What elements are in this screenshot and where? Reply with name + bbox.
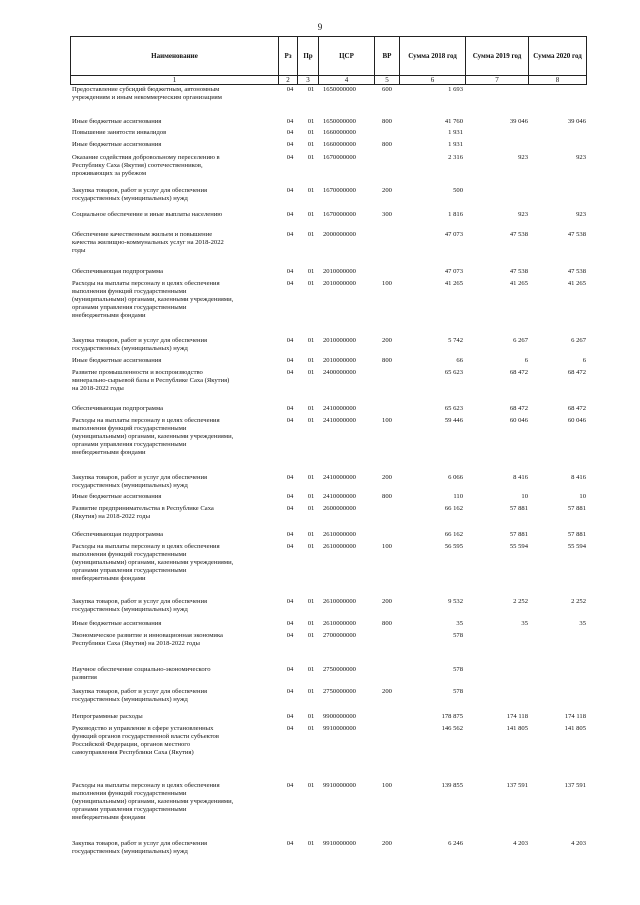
row-sum-2019: 57 881 <box>509 531 528 538</box>
page-number: 9 <box>317 22 323 32</box>
row-sum-2018: 578 <box>453 666 463 673</box>
row-sum-2019: 6 <box>524 357 528 364</box>
col-sum2020-header: Сумма 2020 год <box>529 37 587 76</box>
row-pr: 01 <box>307 505 315 512</box>
row-pr: 01 <box>307 782 315 789</box>
row-rz: 04 <box>286 405 294 412</box>
row-sum-2018: 41 265 <box>444 280 463 287</box>
row-rz: 04 <box>286 187 294 194</box>
row-vr: 100 <box>382 543 392 550</box>
row-pr: 01 <box>307 840 315 847</box>
row-rz: 04 <box>286 337 294 344</box>
row-sum-2019: 923 <box>518 211 528 218</box>
row-rz: 04 <box>286 86 294 93</box>
row-name: Социальное обеспечение и иные выплаты населению <box>72 211 223 218</box>
row-sum-2019: 174 118 <box>506 713 528 720</box>
row-sum-2018: 56 595 <box>444 543 463 550</box>
row-rz: 04 <box>286 268 294 275</box>
row-name: Иные бюджетные ассигнования <box>72 357 162 364</box>
row-vr: 300 <box>382 211 392 218</box>
row-rz: 04 <box>286 231 294 238</box>
row-sum-2020: 47 538 <box>567 231 586 238</box>
row-pr: 01 <box>307 187 315 194</box>
row-sum-2018: 47 073 <box>444 231 463 238</box>
row-sum-2018: 1 931 <box>448 129 463 136</box>
row-sum-2020: 47 538 <box>567 268 586 275</box>
row-sum-2020: 39 046 <box>567 118 586 125</box>
row-sum-2018: 146 562 <box>441 725 463 732</box>
row-vr: 200 <box>382 337 392 344</box>
row-sum-2018: 500 <box>453 187 463 194</box>
col-sum2018-header: Сумма 2018 год <box>400 37 466 76</box>
row-csr: 2410000000 <box>323 405 356 412</box>
row-rz: 04 <box>286 666 294 673</box>
row-rz: 04 <box>286 357 294 364</box>
row-sum-2018: 66 162 <box>444 505 463 512</box>
row-name: Развитие промышленности и воспроизводство минерально-сырьевой базы в Республике Саха (Якутия) на 2018-2022 годы <box>72 369 230 392</box>
row-name: Непрограммные расходы <box>72 713 143 720</box>
row-csr: 2610000000 <box>323 543 356 550</box>
row-name: Иные бюджетные ассигнования <box>72 620 162 627</box>
row-pr: 01 <box>307 86 315 93</box>
row-sum-2020: 6 <box>582 357 586 364</box>
row-vr: 800 <box>382 357 392 364</box>
row-rz: 04 <box>286 280 294 287</box>
col-number: 3 <box>298 76 319 85</box>
row-name: Развитие предпринимательства в Республике Саха (Якутия) на 2018-2022 годы <box>72 505 214 520</box>
row-sum-2019: 39 046 <box>509 118 528 125</box>
row-pr: 01 <box>307 231 315 238</box>
row-pr: 01 <box>307 493 315 500</box>
row-pr: 01 <box>307 417 315 424</box>
row-vr: 800 <box>382 118 392 125</box>
row-sum-2020: 68 472 <box>567 405 586 412</box>
row-rz: 04 <box>286 782 294 789</box>
row-sum-2019: 68 472 <box>509 369 528 376</box>
row-pr: 01 <box>307 713 315 720</box>
row-sum-2018: 578 <box>453 688 463 695</box>
row-sum-2018: 66 162 <box>444 531 463 538</box>
row-rz: 04 <box>286 505 294 512</box>
row-sum-2019: 60 046 <box>509 417 528 424</box>
row-sum-2019: 2 252 <box>513 598 528 605</box>
row-sum-2018: 65 623 <box>444 405 463 412</box>
row-sum-2018: 1 816 <box>448 211 463 218</box>
row-csr: 1650000000 <box>323 118 356 125</box>
row-csr: 2610000000 <box>323 531 356 538</box>
row-sum-2018: 2 316 <box>448 154 463 161</box>
row-name: Научное обеспечение социально-экономического развития <box>72 666 211 681</box>
row-sum-2018: 6 246 <box>448 840 463 847</box>
row-rz: 04 <box>286 531 294 538</box>
row-sum-2020: 60 046 <box>567 417 586 424</box>
row-sum-2020: 137 591 <box>564 782 586 789</box>
row-pr: 01 <box>307 369 315 376</box>
row-pr: 01 <box>307 598 315 605</box>
row-rz: 04 <box>286 493 294 500</box>
col-number: 4 <box>319 76 375 85</box>
row-vr: 200 <box>382 840 392 847</box>
row-sum-2019: 41 265 <box>509 280 528 287</box>
row-vr: 100 <box>382 280 392 287</box>
row-pr: 01 <box>307 620 315 627</box>
row-pr: 01 <box>307 268 315 275</box>
row-pr: 01 <box>307 666 315 673</box>
col-vr-header: ВР <box>375 37 400 76</box>
row-vr: 200 <box>382 598 392 605</box>
row-name: Расходы на выплаты персоналу в целях обеспечения выполнения функций государственными (муниципальными) органами, казенными учреждениями, органами управления государственными внебюджетными фондами <box>72 280 234 319</box>
row-csr: 2600000000 <box>323 505 356 512</box>
row-sum-2018: 6 066 <box>448 474 463 481</box>
row-sum-2018: 59 446 <box>444 417 463 424</box>
row-rz: 04 <box>286 713 294 720</box>
row-csr: 2410000000 <box>323 493 356 500</box>
row-sum-2019: 8 416 <box>513 474 528 481</box>
row-sum-2019: 6 267 <box>513 337 528 344</box>
row-name: Обеспечивающая подпрограмма <box>72 268 164 275</box>
row-name: Обеспечивающая подпрограмма <box>72 531 164 538</box>
row-pr: 01 <box>307 118 315 125</box>
row-csr: 2010000000 <box>323 357 356 364</box>
row-sum-2018: 41 760 <box>444 118 463 125</box>
row-sum-2020: 57 881 <box>567 505 586 512</box>
row-vr: 800 <box>382 141 392 148</box>
row-csr: 2700000000 <box>323 632 356 639</box>
row-sum-2018: 178 875 <box>441 713 463 720</box>
col-rz-header: Рз <box>279 37 298 76</box>
row-pr: 01 <box>307 141 315 148</box>
row-csr: 1670000000 <box>323 187 356 194</box>
row-sum-2020: 35 <box>579 620 586 627</box>
row-rz: 04 <box>286 141 294 148</box>
col-sum2019-header: Сумма 2019 год <box>466 37 529 76</box>
row-csr: 2000000000 <box>323 231 356 238</box>
row-name: Иные бюджетные ассигнования <box>72 141 162 148</box>
row-csr: 2610000000 <box>323 598 356 605</box>
row-sum-2019: 47 538 <box>509 231 528 238</box>
row-csr: 9910000000 <box>323 725 356 732</box>
row-rz: 04 <box>286 725 294 732</box>
row-rz: 04 <box>286 688 294 695</box>
row-csr: 2750000000 <box>323 688 356 695</box>
row-sum-2020: 4 203 <box>571 840 586 847</box>
row-csr: 2010000000 <box>323 280 356 287</box>
row-sum-2020: 41 265 <box>567 280 586 287</box>
row-vr: 100 <box>382 417 392 424</box>
row-sum-2019: 35 <box>521 620 528 627</box>
row-sum-2018: 1 931 <box>448 141 463 148</box>
row-name: Повышение занятости инвалидов <box>72 129 167 136</box>
row-sum-2018: 1 693 <box>448 86 463 93</box>
row-pr: 01 <box>307 632 315 639</box>
row-sum-2018: 9 532 <box>448 598 463 605</box>
row-pr: 01 <box>307 129 315 136</box>
row-name: Закупка товаров, работ и услуг для обеспечения государственных (муниципальных) нужд <box>72 187 208 202</box>
row-sum-2019: 4 203 <box>513 840 528 847</box>
row-vr: 100 <box>382 782 392 789</box>
row-vr: 800 <box>382 493 392 500</box>
row-sum-2019: 137 591 <box>506 782 528 789</box>
row-name: Экономическое развитие и инновационная экономика Республики Саха (Якутия) на 2018-2022 годы <box>72 632 223 647</box>
col-number: 2 <box>279 76 298 85</box>
row-sum-2018: 47 073 <box>444 268 463 275</box>
row-sum-2020: 923 <box>576 211 586 218</box>
row-sum-2019: 923 <box>518 154 528 161</box>
row-csr: 2750000000 <box>323 666 356 673</box>
col-number: 8 <box>529 76 587 85</box>
row-sum-2020: 8 416 <box>571 474 586 481</box>
row-csr: 1670000000 <box>323 154 356 161</box>
row-csr: 9910000000 <box>323 840 356 847</box>
row-rz: 04 <box>286 211 294 218</box>
row-rz: 04 <box>286 840 294 847</box>
row-sum-2019: 55 594 <box>509 543 528 550</box>
row-csr: 2610000000 <box>323 620 356 627</box>
col-csr-header: ЦСР <box>319 37 375 76</box>
row-name: Закупка товаров, работ и услуг для обеспечения государственных (муниципальных) нужд <box>72 337 208 352</box>
row-name: Иные бюджетные ассигнования <box>72 118 162 125</box>
row-pr: 01 <box>307 725 315 732</box>
row-sum-2019: 141 805 <box>506 725 528 732</box>
row-vr: 800 <box>382 620 392 627</box>
row-name: Обеспечение качественным жильем и повышение качества жилищно-коммунальных услуг на 2018-2022 годы <box>72 231 224 254</box>
row-sum-2019: 68 472 <box>509 405 528 412</box>
row-rz: 04 <box>286 632 294 639</box>
row-name: Закупка товаров, работ и услуг для обеспечения государственных (муниципальных) нужд <box>72 474 208 489</box>
row-pr: 01 <box>307 474 315 481</box>
row-csr: 2400000000 <box>323 369 356 376</box>
col-number: 1 <box>71 76 279 85</box>
row-name: Расходы на выплаты персоналу в целях обеспечения выполнения функций государственными (муниципальными) органами, казенными учреждениями, органами управления государственными внебюджетными фондами <box>72 782 234 821</box>
col-number: 5 <box>375 76 400 85</box>
row-csr: 9900000000 <box>323 713 356 720</box>
row-vr: 200 <box>382 688 392 695</box>
row-sum-2019: 47 538 <box>509 268 528 275</box>
row-sum-2019: 57 881 <box>509 505 528 512</box>
row-vr: 200 <box>382 187 392 194</box>
row-csr: 2410000000 <box>323 417 356 424</box>
row-csr: 1660000000 <box>323 129 356 136</box>
row-sum-2018: 5 742 <box>448 337 463 344</box>
row-rz: 04 <box>286 129 294 136</box>
row-sum-2018: 35 <box>456 620 463 627</box>
row-pr: 01 <box>307 337 315 344</box>
row-name: Закупка товаров, работ и услуг для обеспечения государственных (муниципальных) нужд <box>72 688 208 703</box>
row-sum-2020: 68 472 <box>567 369 586 376</box>
row-name: Расходы на выплаты персоналу в целях обеспечения выполнения функций государственными (муниципальными) органами, казенными учреждениями, органами управления государственными внебюджетными фондами <box>72 543 234 582</box>
col-name-header: Наименование <box>71 37 279 76</box>
row-sum-2020: 10 <box>579 493 586 500</box>
row-vr: 600 <box>382 86 392 93</box>
row-pr: 01 <box>307 154 315 161</box>
row-csr: 1670000000 <box>323 211 356 218</box>
row-name: Закупка товаров, работ и услуг для обеспечения государственных (муниципальных) нужд <box>72 598 208 613</box>
row-sum-2020: 141 805 <box>564 725 586 732</box>
col-pr-header: Пр <box>298 37 319 76</box>
row-rz: 04 <box>286 369 294 376</box>
row-sum-2020: 55 594 <box>567 543 586 550</box>
row-sum-2018: 65 623 <box>444 369 463 376</box>
row-rz: 04 <box>286 118 294 125</box>
row-sum-2020: 6 267 <box>571 337 586 344</box>
row-sum-2018: 110 <box>453 493 463 500</box>
row-sum-2020: 174 118 <box>564 713 586 720</box>
row-rz: 04 <box>286 598 294 605</box>
row-pr: 01 <box>307 357 315 364</box>
row-sum-2020: 57 881 <box>567 531 586 538</box>
row-rz: 04 <box>286 417 294 424</box>
row-csr: 1660000000 <box>323 141 356 148</box>
row-name: Оказание содействия добровольному переселению в Республику Саха (Якутия) соотечественников, проживающих за рубежом <box>72 154 220 177</box>
row-rz: 04 <box>286 474 294 481</box>
table-header <box>70 36 587 85</box>
row-name: Расходы на выплаты персоналу в целях обеспечения выполнения функций государственными (муниципальными) органами, казенными учреждениями, органами управления государственными внебюджетными фондами <box>72 417 234 456</box>
row-vr: 200 <box>382 474 392 481</box>
row-pr: 01 <box>307 531 315 538</box>
row-csr: 2410000000 <box>323 474 356 481</box>
col-number: 6 <box>400 76 466 85</box>
row-sum-2018: 139 855 <box>441 782 463 789</box>
row-sum-2020: 2 252 <box>571 598 586 605</box>
row-pr: 01 <box>307 211 315 218</box>
row-pr: 01 <box>307 280 315 287</box>
row-rz: 04 <box>286 620 294 627</box>
row-csr: 2010000000 <box>323 268 356 275</box>
row-name: Руководство и управление в сфере установленных функций органов государственной власти субъектов Российской Федерации, органов местного самоуправления Республики Саха (Якутия) <box>72 725 219 756</box>
row-sum-2018: 66 <box>456 357 463 364</box>
row-pr: 01 <box>307 405 315 412</box>
row-csr: 9910000000 <box>323 782 356 789</box>
row-pr: 01 <box>307 543 315 550</box>
row-rz: 04 <box>286 543 294 550</box>
row-name: Иные бюджетные ассигнования <box>72 493 162 500</box>
col-number: 7 <box>466 76 529 85</box>
row-csr: 1650000000 <box>323 86 356 93</box>
row-name: Закупка товаров, работ и услуг для обеспечения государственных (муниципальных) нужд <box>72 840 208 855</box>
row-sum-2018: 578 <box>453 632 463 639</box>
row-csr: 2010000000 <box>323 337 356 344</box>
row-sum-2020: 923 <box>576 154 586 161</box>
row-name: Обеспечивающая подпрограмма <box>72 405 164 412</box>
row-rz: 04 <box>286 154 294 161</box>
row-sum-2019: 10 <box>521 493 528 500</box>
row-pr: 01 <box>307 688 315 695</box>
row-name: Предоставление субсидий бюджетным, автономным учреждениям и иным некоммерческим организациям <box>72 86 222 101</box>
